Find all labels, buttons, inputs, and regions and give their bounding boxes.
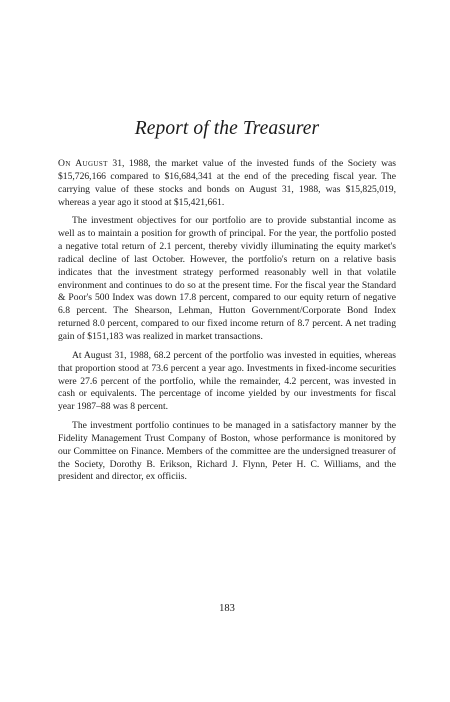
page-title: Report of the Treasurer — [134, 118, 320, 139]
report-body — [58, 158, 396, 490]
paragraph-1 — [58, 158, 396, 209]
page — [58, 0, 396, 702]
paragraph-1-text: 31, 1988, the market value of the invested funds of the Society was $15,726,166 compared to $16,684,341 at the end of the preceding fiscal year. The carrying value of these stocks and bonds on August 31, 1988, was $15,825,019, whereas a year ago it stood at $15,421,661. — [58, 158, 396, 208]
paragraph-1-lead: On August — [58, 158, 108, 169]
paragraph-2: The investment objectives for our portfolio are to provide substantial income as well as to maintain a position for growth of principal. For the year, the portfolio posted a negative total return of 2.1 percent, thereby vividly illuminating the equity market's radical decline of last October. However, the portfolio's return on a relative basis indicates that the investment strategy performed reasonably well in that volatile environment and continues to do so at the present time. For the fiscal year the Standard & Poor's 500 Index was down 17.8 percent, compared to our equity return of negative 6.8 percent. The Shearson, Lehman, Hutton Government/Corporate Bond Index returned 8.0 percent, compared to our fixed income return of 8.7 percent. A net trading gain of $151,183 was realized in market transactions. — [58, 215, 396, 342]
paragraph-3: At August 31, 1988, 68.2 percent of the portfolio was invested in equities, whereas that proportion stood at 73.6 percent a year ago. Investments in fixed-income securities were 27.6 percent of the portfolio, while the remainder, 4.2 percent, was invested in cash or equivalents. The percentage of income yielded by our investments for fiscal year 1987–88 was 8 percent. — [58, 349, 396, 413]
page-number: 183 — [219, 603, 235, 614]
paragraph-4: The investment portfolio continues to be managed in a satisfactory manner by the Fidelity Management Trust Company of Boston, whose performance is monitored by our Committee on Finance. Members of the committee are the undersigned treasurer of the Society, Dorothy B. Erikson, Richard J. Flynn, Peter H. C. Williams, and the president and director, ex officiis. — [58, 420, 396, 483]
